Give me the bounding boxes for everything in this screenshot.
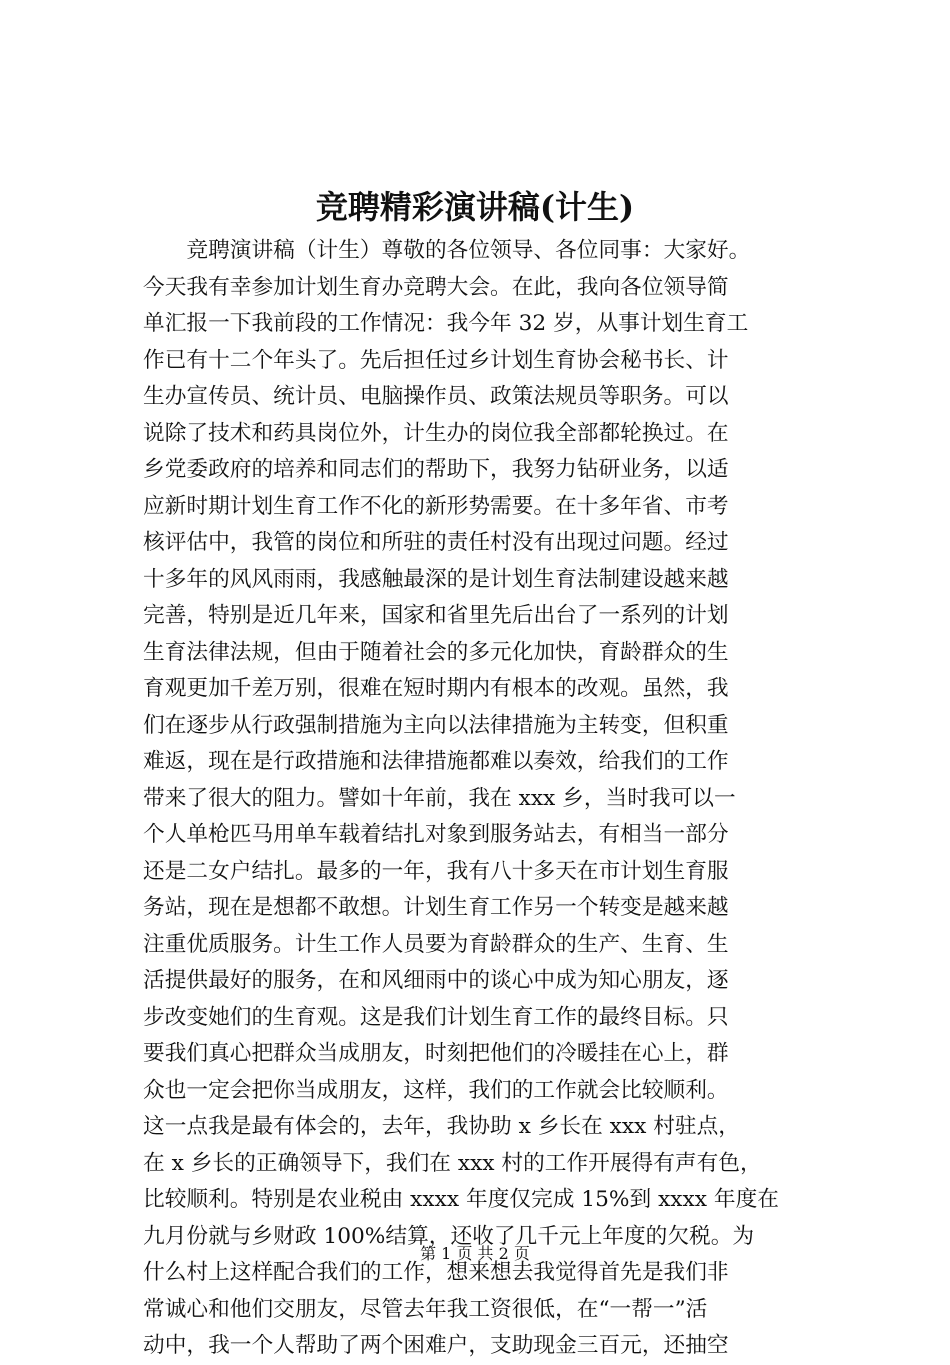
body-line: 还是二女户结扎。最多的一年，我有八十多天在市计划生育服 [143, 858, 729, 884]
body-line: 什么村上这样配合我们的工作，想来想去我觉得首先是我们非 [143, 1260, 729, 1285]
document-body [143, 233, 836, 1365]
body-line: 这一点我是最有体会的，去年，我协助 x 乡长在 xxx 村驻点， [143, 1114, 740, 1139]
body-line: 常诚心和他们交朋友，尽管去年我工资很低，在“一帮一”活 [143, 1296, 708, 1322]
body-line: 活提供最好的服务，在和风细雨中的谈心中成为知心朋友，逐 [143, 968, 729, 993]
body-line: 今天我有幸参加计划生育办竞聘大会。在此，我向各位领导简 [143, 274, 729, 300]
body-line: 们在逐步从行政强制措施为主向以法律措施为主转变，但积重 [143, 712, 729, 738]
body-line: 比较顺利。特别是农业税由 xxxx 年度仅完成 15%到 xxxx 年度在 [143, 1187, 779, 1212]
body-line: 要我们真心把群众当成朋友，时刻把他们的冷暖挂在心上，群 [143, 1041, 729, 1066]
body-line: 完善，特别是近几年来，国家和省里先后出台了一系列的计划 [143, 603, 729, 628]
body-line: 乡党委政府的培养和同志们的帮助下，我努力钻研业务，以适 [143, 457, 729, 482]
body-line: 十多年的风风雨雨，我感触最深的是计划生育法制建设越来越 [143, 566, 729, 592]
body-line: 难返，现在是行政措施和法律措施都难以奏效，给我们的工作 [143, 749, 729, 774]
body-line: 动中，我一个人帮助了两个困难户，支助现金三百元，还抽空 [143, 1333, 729, 1358]
body-line: 务站，现在是想都不敢想。计划生育工作另一个转变是越来越 [143, 895, 729, 920]
body-line: 众也一定会把你当成朋友，这样，我们的工作就会比较顺利。 [143, 1077, 729, 1103]
body-line: 竞聘演讲稿（计生）尊敬的各位领导、各位同事：大家好。 [143, 238, 751, 263]
body-line: 九月份就与乡财政 100%结算，还收了几千元上年度的欠税。为 [143, 1223, 755, 1249]
body-line: 作已有十二个年头了。先后担任过乡计划生育协会秘书长、计 [143, 347, 729, 373]
body-line: 单汇报一下我前段的工作情况：我今年 32 岁，从事计划生育工 [143, 311, 749, 336]
body-line: 在 x 乡长的正确领导下，我们在 xxx 村的工作开展得有声有色， [143, 1150, 762, 1176]
body-line: 育观更加千差万别，很难在短时期内有根本的改观。虽然，我 [143, 676, 729, 701]
body-line: 生育法律法规，但由于随着社会的多元化加快，育龄群众的生 [143, 639, 729, 665]
body-line: 生办宣传员、统计员、电脑操作员、政策法规员等职务。可以 [143, 384, 729, 409]
document-title: 竞聘精彩演讲稿(计生) [315, 188, 635, 226]
body-line: 应新时期计划生育工作不化的新形势需要。在十多年省、市考 [143, 493, 729, 519]
body-line: 步改变她们的生育观。这是我们计划生育工作的最终目标。只 [143, 1004, 729, 1030]
body-line: 带来了很大的阻力。譬如十年前，我在 xxx 乡，当时我可以一 [143, 785, 736, 811]
body-line: 说除了技术和药具岗位外，计生办的岗位我全部都轮换过。在 [143, 420, 729, 446]
page-footer: 第 1 页 共 2 页 [420, 1244, 530, 1263]
body-line: 个人单枪匹马用单车载着结扎对象到服务站去，有相当一部分 [143, 822, 729, 847]
body-line: 核评估中，我管的岗位和所驻的责任村没有出现过问题。经过 [143, 530, 729, 555]
body-line: 注重优质服务。计生工作人员要为育龄群众的生产、生育、生 [143, 931, 729, 957]
